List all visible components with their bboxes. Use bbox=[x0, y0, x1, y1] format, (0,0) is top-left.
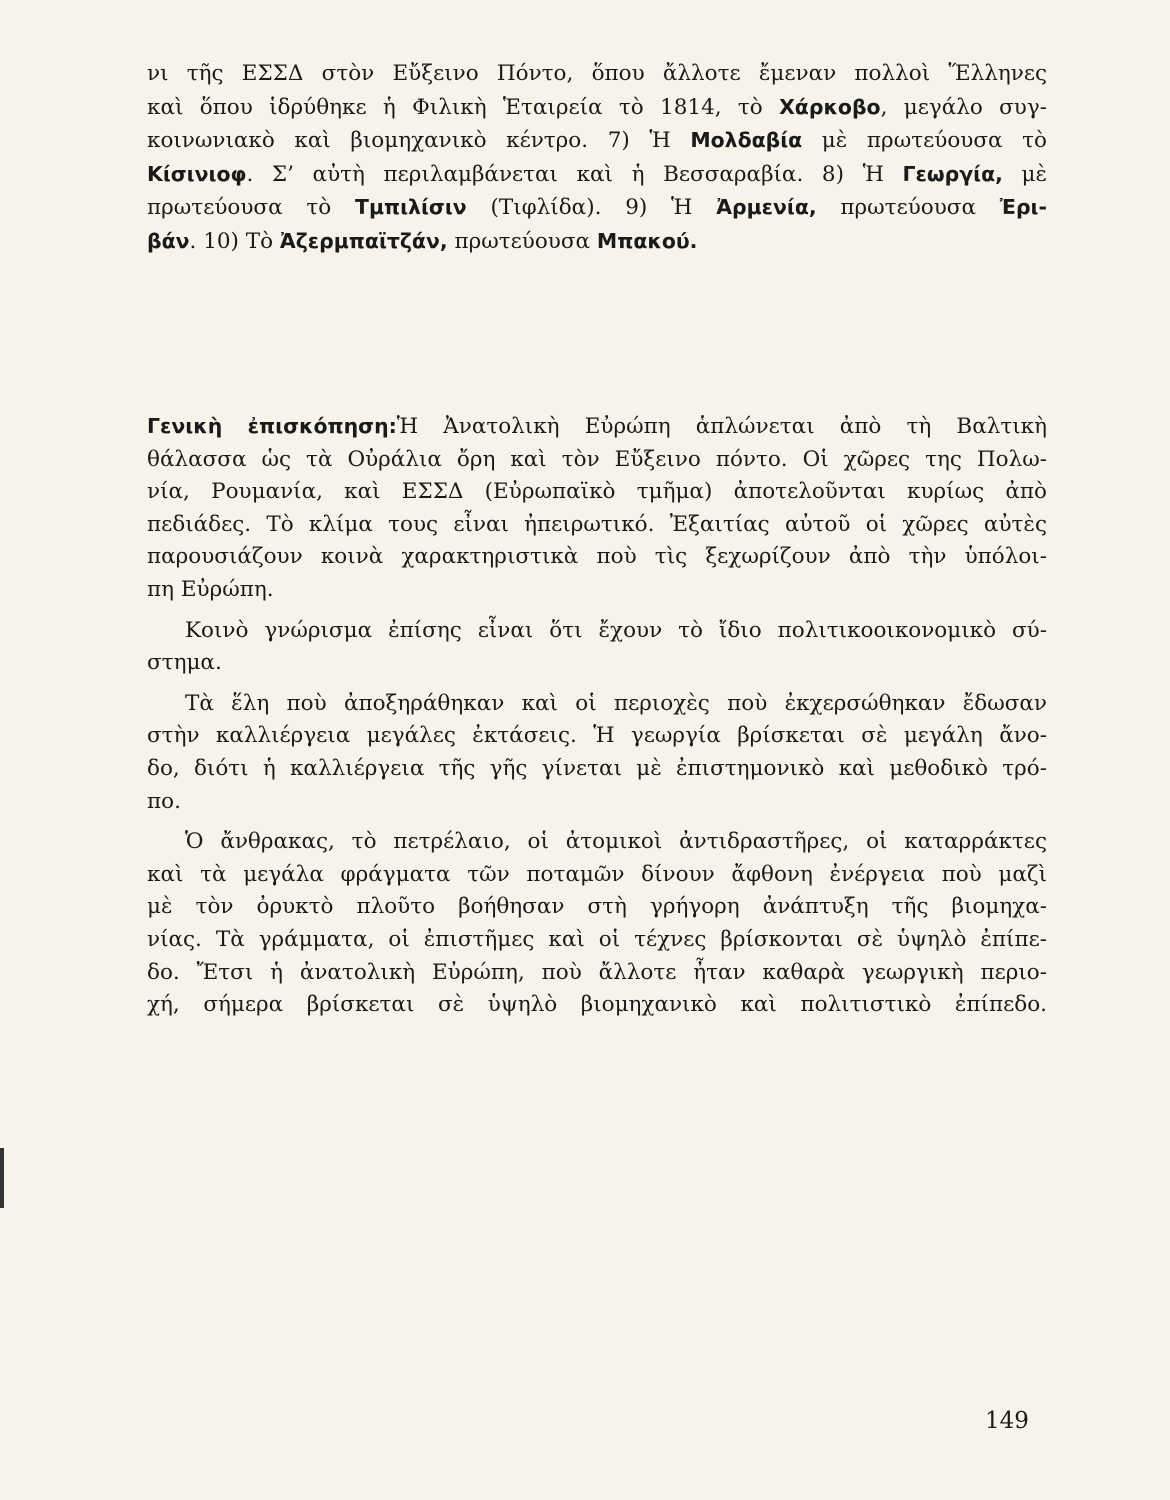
text-line: παρουσιάζουν κοινὰ χαρακτηριστικὰ ποὺ τὶς ξεχωρίζουν ἀπὸ τὴν ὑπόλοι- bbox=[147, 544, 1047, 570]
text-line: Ὁ ἄνθρακας, τὸ πετρέλαιο, οἱ ἀτομικοὶ ἀντιδραστῆρες, οἱ καταρράκτες bbox=[185, 829, 1047, 855]
text-line: στημα. bbox=[147, 650, 222, 676]
section-heading: Γενικὴ ἐπισκόπηση: bbox=[147, 414, 397, 438]
scan-edge-mark bbox=[0, 1148, 4, 1208]
place-name: Μπακού. bbox=[596, 228, 698, 253]
text-line: χή, σήμερα βρίσκεται σὲ ὑψηλὸ βιομηχανικὸ καὶ πολιτιστικὸ ἐπίπεδο. bbox=[147, 992, 1047, 1018]
text-line: νίας. Τὰ γράμματα, οἱ ἐπιστῆμες καὶ οἱ τέχνες βρίσκονται σὲ ὑψηλὸ ἐπίπε- bbox=[147, 926, 1047, 952]
text-line: δο. Ἔτσι ἡ ἀνατολικὴ Εὐρώπη, ποὺ ἄλλοτε ἦταν καθαρὰ γεωργικὴ περιο- bbox=[147, 959, 1047, 985]
text-line: πη Εὐρώπη. bbox=[147, 576, 274, 602]
text-line: πρωτεύουσα τὸ Τμπιλίσιν (Τιφλίδα). 9) Ἡ Ἀρμενία, πρωτεύουσα Ἐρι- bbox=[147, 195, 1047, 221]
text-line: καὶ τὰ μεγάλα φράγματα τῶν ποταμῶν δίνουν ἄφθονη ἐνέργεια ποὺ μαζὶ bbox=[147, 861, 1047, 887]
text-line: νι τῆς ΕΣΣΔ στὸν Εὔξεινο Πόντο, ὅπου ἄλλοτε ἔμεναν πολλοὶ Ἕλληνες bbox=[147, 61, 1047, 86]
text-line: νία, Ρουμανία, καὶ ΕΣΣΔ (Εὐρωπαϊκὸ τμῆμα) ἀποτελοῦνται κυρίως ἀπὸ bbox=[147, 479, 1047, 505]
place-name: Μολδαβία bbox=[690, 128, 803, 153]
text-line: δο, διότι ἡ καλλιέργεια τῆς γῆς γίνεται μὲ ἐπιστημονικὸ καὶ μεθοδικὸ τρό- bbox=[147, 755, 1047, 781]
place-name: Ἀρμενία, bbox=[716, 195, 817, 220]
text-line: θάλασσα ὡς τὰ Οὐράλια ὄρη καὶ τὸν Εὔξεινο πόντο. Οἱ χῶρες της Πολω- bbox=[147, 446, 1047, 472]
place-name: Ἐρι- bbox=[999, 195, 1047, 220]
place-name: Τμπιλίσιν bbox=[355, 195, 467, 220]
text-line: πεδιάδες. Τὸ κλίμα τους εἶναι ἠπειρωτικό. Ἐξαιτίας αὐτοῦ οἱ χῶρες αὐτὲς bbox=[147, 511, 1047, 537]
page-number: 149 bbox=[985, 1408, 1029, 1434]
text-line: μὲ τὸν ὀρυκτὸ πλοῦτο βοήθησαν στὴ γρήγορη ἀνάπτυξη τῆς βιομηχα- bbox=[147, 894, 1047, 920]
place-name: βάν bbox=[147, 228, 190, 253]
place-name: Γεωργία, bbox=[902, 161, 1003, 186]
text-line: Γενικὴ ἐπισκόπηση:Ἡ Ἀνατολικὴ Εὐρώπη ἁπλώνεται ἀπὸ τὴ Βαλτικὴ bbox=[147, 414, 1047, 439]
text-line: βάν. 10) Τὸ Ἀζερμπαϊτζάν, πρωτεύουσα Μπακού. bbox=[147, 228, 698, 254]
place-name: Κίσινιοφ bbox=[147, 161, 247, 186]
text-line: Τὰ ἕλη ποὺ ἀποξηράθηκαν καὶ οἱ περιοχὲς ποὺ ἐκχερσώθηκαν ἔδωσαν bbox=[185, 690, 1047, 716]
text-line: κοινωνιακὸ καὶ βιομηχανικὸ κέντρο. 7) Ἡ Μολδαβία μὲ πρωτεύουσα τὸ bbox=[147, 128, 1047, 154]
text-line: Κίσινιοφ. Σ’ αὐτὴ περιλαμβάνεται καὶ ἡ Βεσσαραβία. 8) Ἡ Γεωργία, μὲ bbox=[147, 161, 1047, 187]
text-line: πο. bbox=[147, 788, 181, 814]
place-name: Χάρκοβο bbox=[779, 94, 881, 119]
text-line: Κοινὸ γνώρισμα ἐπίσης εἶναι ὅτι ἔχουν τὸ ἴδιο πολιτικοοικονομικὸ σύ- bbox=[185, 617, 1047, 643]
country-list-paragraph bbox=[147, 58, 1047, 259]
general-overview-section bbox=[147, 410, 1047, 1022]
text-line: καὶ ὅπου ἱδρύθηκε ἡ Φιλικὴ Ἑταιρεία τὸ 1814, τὸ Χάρκοβο, μεγάλο συγ- bbox=[147, 94, 1047, 120]
place-name: Ἀζερμπαϊτζάν, bbox=[279, 228, 448, 253]
text-line: στὴν καλλιέργεια μεγάλες ἐκτάσεις. Ἡ γεωργία βρίσκεται σὲ μεγάλη ἄνο- bbox=[147, 723, 1047, 749]
